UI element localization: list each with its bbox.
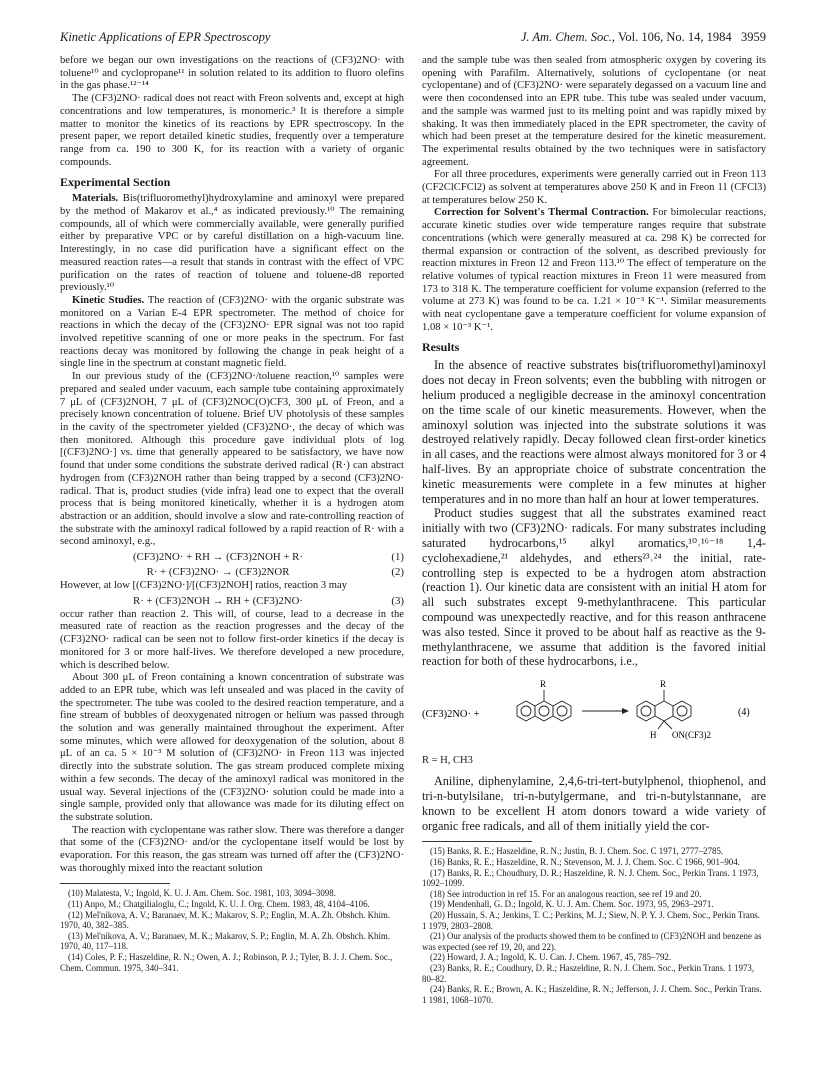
sealed-paragraph: and the sample tube was then sealed from atmospheric oxygen by covering its opening with Parafilm. Alternatively, solutions of cyclopentane (or neat cyclopentane) and of (CF3)2NO· were separately degassed on a vacuum line and were then cocondensed into an EPR tube. This tube was sealed under vacuum, and the sample was warmed just to its melting point and was rapidly mixed by shaking. It was then immediately placed in the EPR spectrometer, the cavity of which had been preset at the temperature desired for the kinetic measurement. The experimental results obtained by the two techniques were in satisfactory agreement.: [422, 55, 766, 168]
intro-paragraph-2: The (CF3)2NO· radical does not react with Freon solvents and, except at high concentrations and low temperatures, is monomeric.³ It is therefore a simple matter to monitor the kinetics of its reactions by EPR spectroscopy. In the present paper, we report detailed kinetic studies, frequently over a temperature range from ca. 190 to 300 K, for its reaction with a variety of organic compounds.: [60, 93, 404, 168]
right-footnotes: [422, 846, 766, 1005]
footnote: (18) See introduction in ref 15. For an analogous reaction, see ref 19 and 20.: [430, 888, 702, 899]
kinetic-studies-paragraph: [60, 295, 404, 371]
right-column: [422, 55, 766, 1005]
however-line: However, at low [(CF3)2NO·]/[(CF3)2NOH] ratios, reaction 3 may: [60, 580, 348, 592]
page-number: 3959: [741, 30, 766, 44]
product-r-label: R: [660, 679, 667, 690]
footnote: (19) Mendenhall, G. D.; Ingold, K. U. J. Am. Chem. Soc. 1973, 95, 2963–2971.: [430, 899, 714, 910]
freon-paragraph: For all three procedures, experiments were generally carried out in Freon 113 (CF2ClCFCl2) as solvent at temperatures above 250 K and in Freon 11 (CFCl3) at temperatures below 250 K.: [422, 169, 766, 206]
footnote-rule: [422, 841, 532, 842]
materials-paragraph: [60, 193, 404, 295]
footnote: (10) Malatesta, V.; Ingold, K. U. J. Am. Chem. Soc. 1981, 103, 3094–3098.: [68, 888, 336, 899]
cyclopentane-paragraph: The reaction with cyclopentane was rather slow. There was therefore a danger that some of the (CF3)2NO· and/or the cyclopentane itself would be lost by evaporation. For this reason, the gas stream was turned off after the (CF3)2NO· was thoroughly mixed into the reactant solution: [60, 824, 404, 874]
procedure-paragraph: About 300 μL of Freon containing a known concentration of substrate was added to an EPR tube, which was left unsealed and was placed in the cavity of the spectrometer. The tube was cooled to the desired reaction temperature, and a fine stream of bubbles of deoxygenated nitrogen or helium was passed through the solution and was generally maintained throughout the experiment. After some minutes, which were allowed for deoxygenation of the solution, about 8 μL of an ca. 5 × 10⁻³ M solution of (CF3)2NO· in Freon 113 was injected directly into the substrate solution. The gas stream produced complete mixing within a few seconds. The decay of the aminoxyl radical was monitored in the usual way. Several injections of the (CF3)2NO· solution could be made into a single sample, provided only that allowance was made for its diluting effect on the substrate solution.: [60, 672, 404, 823]
substituent-r-label: R: [540, 679, 547, 690]
equation-1: [60, 550, 404, 564]
running-header: [60, 30, 766, 46]
correction-runin-head: Correction for Solvent's Thermal Contraction.: [434, 207, 649, 219]
results-paragraph-1: In the absence of reactive substrates bis(trifluoromethyl)aminoxyl does not decay in Freon solvents; even the bubbling with nitrogen or helium produced a negligible decrease in the aminoxyl concentration on the time scale of our kinetic measurements. However, when the aminoxyl solution was injected into the substrate solutions it was destroyed relatively rapidly. Decay followed clean first-order kinetics in all cases, and the reactions were almost always monitored for 3 or 4 half-lives. By an appropriate choice of substrate concentration the kinetic measurements were complete in a few minutes at higher temperatures and in no more than half an hour at lower temperatures.: [422, 358, 766, 506]
materials-runin-head: Materials.: [72, 193, 119, 205]
aniline-paragraph: Aniline, diphenylamine, 2,4,6-tri-tert-butylphenol, thiophenol, and tri-n-butylsilane, tri-n-butylgermane, and tri-n-butylstannane, are known to be excellent H atom donors toward a wide variety of organic free radicals, and all of them initially yield the cor-: [422, 774, 766, 833]
kinetic-text: The reaction of (CF3)2NO· with the organic substrate was monitored on a Varian E-4 EPR spectrometer. The method of choice for reactions in which the decay of the (CF3)2NO· EPR signal was not too rapid involved repetitive scanning of one or more peaks in the spectrum. For fast reactions decay was monitored by following the change in peak height of a single line in the spectrum at constant magnetic field.: [60, 294, 405, 370]
left-footnotes: [60, 888, 404, 973]
equation-3-number: (3): [391, 594, 404, 607]
equation-3-expression: R· + (CF3)2NOH → RH + (CF3)2NO·: [133, 594, 303, 607]
equation-1-expression: (CF3)2NO· + RH → (CF3)2NOH + R·: [133, 551, 303, 564]
kinetic-runin-head: Kinetic Studies.: [72, 294, 145, 306]
anthracene-addition-diagram: [422, 675, 766, 753]
equation-2-number: (2): [391, 566, 404, 579]
materials-text: Bis(trifluoromethyl)hydroxylamine and aminoxyl were prepared by the method of Makarov et al.,⁴ as indicated previously.¹⁰ The remaining compounds, all of which were commercially available, were generally purified either by preparative VPC or by careful distillation on a high-vacuum line. Interestingly, in no case did purification have a significant effect on the measured reaction rates—a result that stands in contrast with the effect of VPC purification on the rates of reaction of toluene and toluene-d8 reported previously.¹⁰: [60, 193, 404, 294]
footnote: (23) Banks, R. E.; Coudhury, D. R.; Haszeldine, R. N. J. Chem. Soc., Perkin Trans. 1 1973, 80–82.: [422, 962, 755, 984]
r-definition: R = H, CH3: [422, 755, 473, 767]
footnote: (24) Banks, R. E.; Brown, A. K.; Haszeldine, R. N.; Jefferson, J. J. Chem. Soc., Perkin Trans. 1 1981, 1068–1070.: [422, 984, 762, 1005]
footnote: (22) Howard, J. A.; Ingold, K. U. Can. J. Chem. 1967, 45, 785–792.: [430, 952, 672, 963]
hydrogen-label: H: [650, 730, 657, 741]
footnote-rule: [60, 883, 170, 884]
experimental-heading: Experimental Section: [60, 175, 171, 190]
previous-study-paragraph: In our previous study of the (CF3)2NO·/toluene reaction,¹⁰ samples were prepared and sealed under vacuum, each sample tube containing approximately 7 μL of (CF3)2NOH, 7 μL of (CF3)2NOC(O)CF3, 300 μL of Freon, and a precisely known concentration of toluene. Brief UV photolysis of these samples in the cavity of the spectrometer yielded (CF3)2NO·, the decay of which was then monitored. Although this procedure gave individual plots of log [(CF3)2NO·] vs. time that generally appeared to be satisfactory, we have now found that under some conditions the substrate derived radical (R·) can abstract hydrogen from (CF3)2NOH rather than being trapped by a second (CF3)2NO· radical. That is, product studies (vide infra) lead one to expect that the overall process that is being monitored kinetically, whether it is a hydrogen atom abstraction or an addition, should involve a slow and rate-controlling reaction of the substrate with the aminoxyl radical followed by a rapid reaction of R· with a second aminoxyl, e.g.,: [60, 371, 404, 548]
running-title: Kinetic Applications of EPR Spectroscopy: [60, 30, 271, 44]
journal-name: J. Am. Chem. Soc.,: [520, 30, 616, 44]
occur-paragraph: occur rather than reaction 2. This will, of course, lead to a decrease in the measured rate of reaction as the reaction progresses and the decay of the (CF3)2NO· radical can be seen not to follow first-order kinetics if the decay is monitored for 3 or more half-lives. We therefore developed a new procedure, which is described below.: [60, 608, 404, 671]
footnote: (13) Mel'nikova, A. V.; Baranaev, M. K.; Makarov, S. P.; Englin, M. A. Zh. Obshch. Khim. 1970, 40, 117–118.: [60, 930, 391, 952]
correction-paragraph: [422, 207, 766, 334]
equation-3: [60, 594, 404, 608]
intro-paragraph-1: before we began our own investigations on the reactions of (CF3)2NO· with toluene¹⁰ and cyclopropane¹¹ in solution related to its addition to fluoro olefins in the gas phase.¹²⁻¹⁴: [60, 55, 404, 92]
footnote: (14) Coles, P. F.; Haszeldine, R. N.; Owen, A. J.; Robinson, P. J.; Tyler, B. J. J. Chem. Soc., Chem. Commun. 1975, 340–341.: [60, 952, 393, 973]
adduct-structure: [637, 690, 691, 729]
correction-text: For bimolecular reactions, accurate kinetic studies over wide temperature ranges require that substrate concentrations (which were generally measured at ca. 298 K) be corrected for thermal expansion or contraction of the solvent, as described previously for reaction mixtures in Freon 12 and Freon 113.¹⁰ The effect of temperature on the relative volumes of typical reaction mixtures in Freon 11 were measured from 173 to 318 K. The temperature coefficient for volume expansion (referred to the volume at 273 K) was found to be ca. 1.21 × 10⁻³ K⁻¹. Similar measurements with neat cyclopentane gave a temperature coefficient for volume expansion of 1.08 × 10⁻³ K⁻¹.: [422, 207, 766, 333]
footnote: (21) Our analysis of the products showed them to be confined to (CF3)2NOH and benzene as was expected (see ref 19, 20, and 22).: [422, 931, 762, 952]
aminoxyl-group-label: ON(CF3)2: [672, 730, 712, 741]
footnote: (17) Banks, R. E.; Choudhury, D. R.; Haszeldine, R. N. J. Chem. Soc., Perkin Trans. 1 1973, 1092–1099.: [422, 867, 759, 889]
footnote: (11) Anpo, M.; Chatgilialoglu, C.; Ingold, K. U. J. Org. Chem. 1983, 48, 4104–4106.: [68, 899, 370, 910]
results-heading: Results: [422, 340, 460, 355]
arrow-head: [622, 708, 629, 714]
footnote: (20) Hussain, S. A.; Jenkins, T. C.; Perkins, M. J.; Siew, N. P. Y. J. Chem. Soc., Perkin Trans. 1 1979, 2803–2808.: [422, 909, 760, 931]
anthracene-structure: [517, 690, 571, 721]
scheme-reagent: (CF3)2NO· +: [422, 709, 480, 721]
footnote: (16) Banks, R. E.; Haszeldine, R. N.; Stevenson, M. J. J. Chem. Soc. C 1966, 901–904.: [430, 856, 740, 867]
journal-citation: [521, 30, 766, 45]
journal-volume: Vol. 106, No. 14, 1984: [617, 30, 732, 44]
footnote: (12) Mel'nikova, A. V.; Baranaev, M. K.; Makarov, S. P.; Englin, M. A. Zh. Obshch. Khim. 1970, 40, 382–385.: [60, 909, 391, 931]
equation-2: [60, 565, 404, 579]
reaction-scheme-4: [422, 675, 766, 753]
equation-2-expression: R· + (CF3)2NO· → (CF3)2NOR: [146, 566, 290, 579]
equation-4-number: (4): [738, 707, 750, 719]
left-column: [60, 55, 404, 973]
footnote: (15) Banks, R. E.; Haszeldine, R. N.; Justin, B. J. Chem. Soc. C 1971, 2777–2785.: [430, 846, 724, 857]
results-paragraph-2: Product studies suggest that all the substrates examined react initially with two (CF3)2NO· radicals. For many substrates including saturated hydrocarbons,¹⁵ alkyl aromatics,¹⁰˒¹⁶⁻¹⁸ 1,4-cyclohexadiene,²¹ aldehydes, and ethers²³˒²⁴ the initial, rate-controlling step is expected to be a hydrogen atom abstraction (reaction 1). Our kinetic data are consistent with an initial H atom for all such substrates except 9-methylanthracene. This particular compound was unexpectedly reactive, and for this reason anthracene was also tested. Since it proved to be about half as reactive as the 9-methylanthracene, we assume that addition is the favored initial reaction for both of these hydrocarbons, i.e.,: [422, 506, 766, 669]
equation-1-number: (1): [391, 551, 404, 564]
